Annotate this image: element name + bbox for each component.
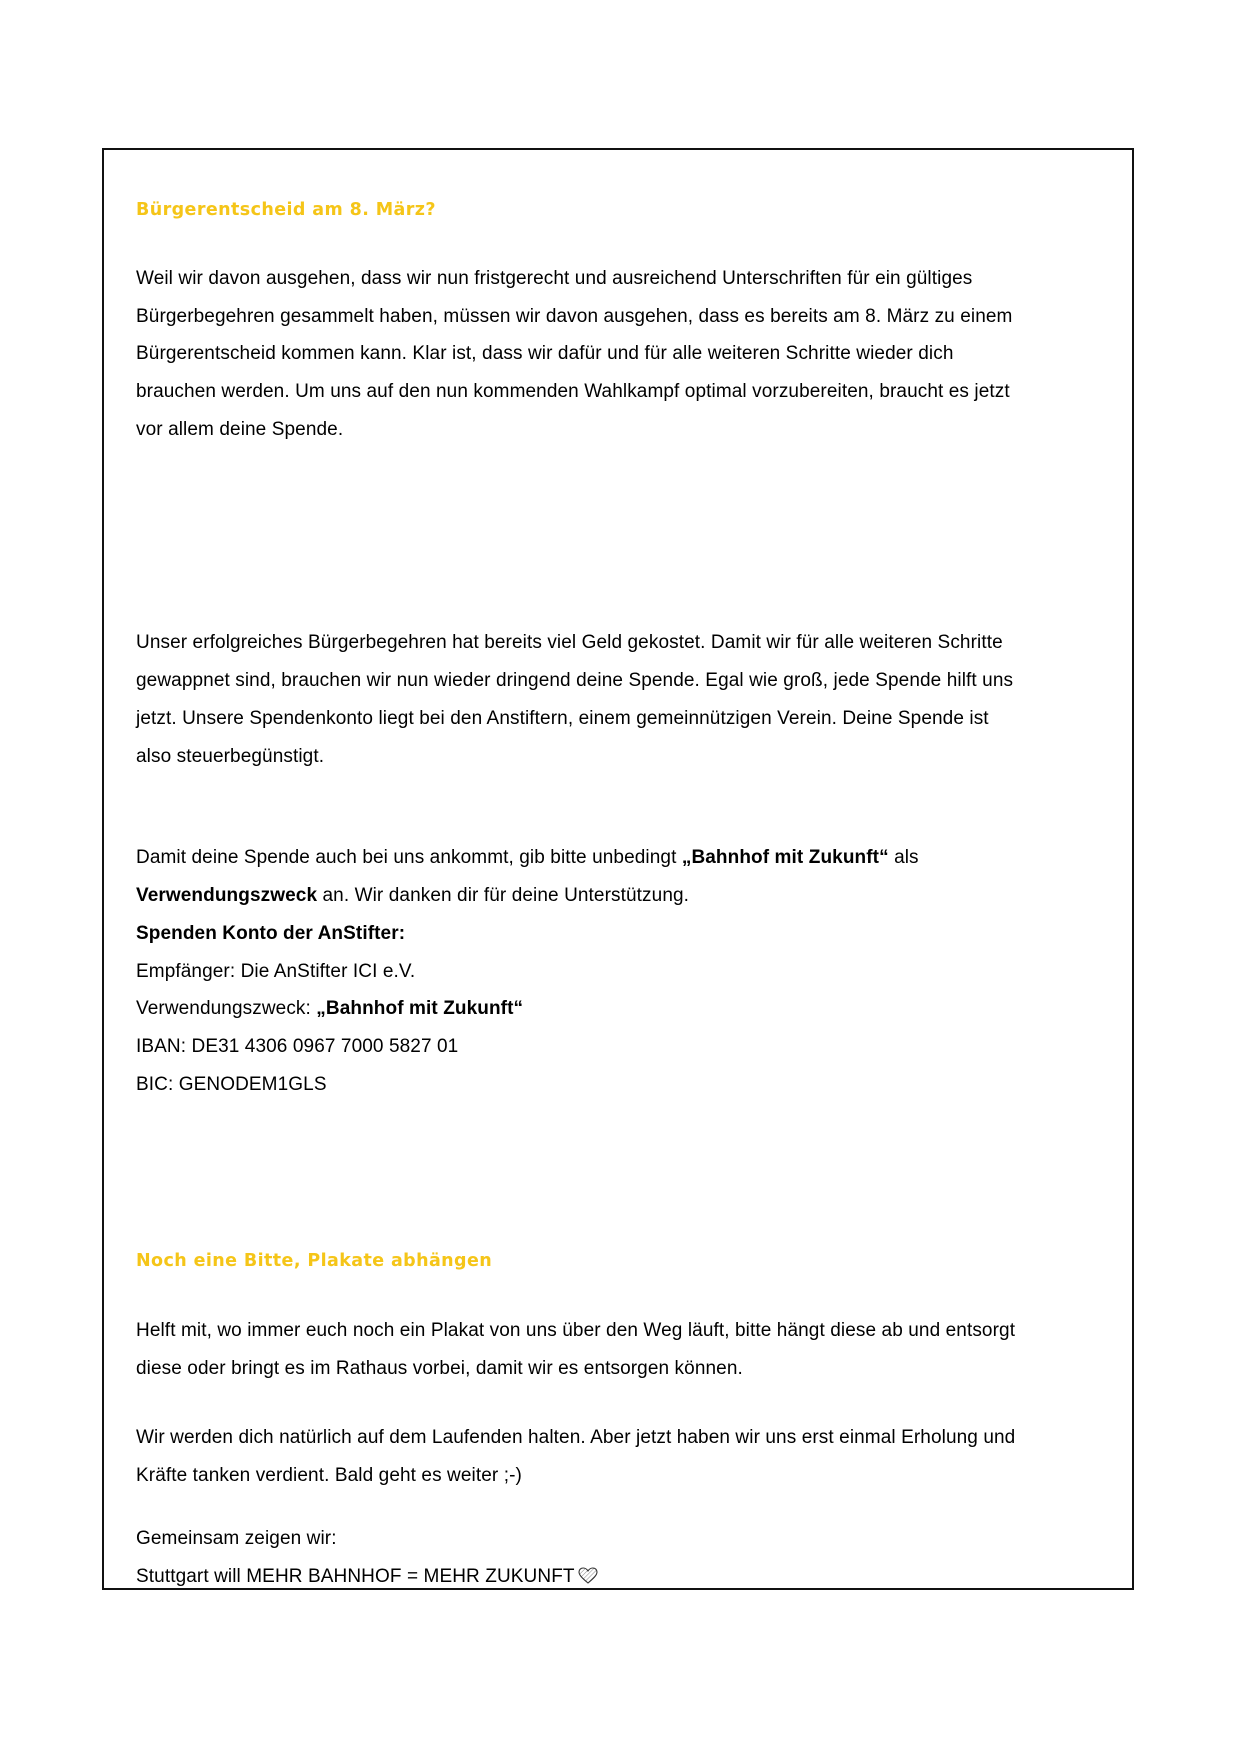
account-title: Spenden Konto der AnStifter:: [136, 923, 406, 944]
paragraph-line: Weil wir davon ausgehen, dass wir nun fristgerecht und ausreichend Unterschriften für ein gültiges: [136, 268, 973, 289]
paragraph-line: diese oder bringt es im Rathaus vorbei, damit wir es entsorgen können.: [136, 1358, 743, 1379]
closing-line: Gemeinsam zeigen wir:: [136, 1528, 337, 1549]
purpose-value: „Bahnhof mit Zukunft“: [316, 998, 524, 1019]
paragraph-line: Helft mit, wo immer euch noch ein Plakat von uns über den Weg läuft, bitte hängt diese ab und entsorgt: [136, 1320, 1016, 1341]
paragraph-line: also steuerbegünstigt.: [136, 746, 325, 767]
paragraph-line: Bürgerentscheid kommen kann. Klar ist, dass wir dafür und für alle weiteren Schritte wieder dich: [136, 343, 954, 364]
heading-plakate: Noch eine Bitte, Plakate abhängen: [136, 1251, 493, 1271]
heart-icon: [578, 1567, 598, 1592]
donation-instruction-line: [136, 846, 919, 870]
purpose-highlight: „Bahnhof mit Zukunft“: [681, 847, 889, 868]
heading-buergerentscheid: Bürgerentscheid am 8. März?: [136, 200, 436, 220]
paragraph-line: Bürgerbegehren gesammelt haben, müssen wir davon ausgehen, dass es bereits am 8. März zu einem: [136, 306, 1013, 327]
paragraph-line: gewappnet sind, brauchen wir nun wieder dringend deine Spende. Egal wie groß, jede Spende hilft uns: [136, 670, 1014, 691]
paragraph-line: Wir werden dich natürlich auf dem Laufenden halten. Aber jetzt haben wir uns erst einmal Erholung und: [136, 1427, 1016, 1448]
paragraph-line: brauchen werden. Um uns auf den nun kommenden Wahlkampf optimal vorzubereiten, braucht es jetzt: [136, 381, 1010, 402]
paragraph-line: Kräfte tanken verdient. Bald geht es weiter ;-): [136, 1465, 522, 1486]
donation-instruction-line: [136, 884, 689, 908]
instruction-text: an. Wir danken dir für deine Unterstützung.: [317, 885, 690, 906]
paragraph-line: jetzt. Unsere Spendenkonto liegt bei den Anstiftern, einem gemeinnützigen Verein. Deine Spende ist: [136, 708, 989, 729]
paragraph-line: Unser erfolgreiches Bürgerbegehren hat bereits viel Geld gekostet. Damit wir für alle weiteren Schritte: [136, 632, 1003, 653]
account-recipient: Empfänger: Die AnStifter ICI e.V.: [136, 961, 416, 982]
account-iban: IBAN: DE31 4306 0967 7000 5827 01: [136, 1036, 459, 1057]
account-bic: BIC: GENODEM1GLS: [136, 1074, 327, 1095]
paragraph-line: vor allem deine Spende.: [136, 419, 344, 440]
purpose-term: Verwendungszweck: [136, 885, 318, 906]
instruction-text: als: [888, 847, 919, 868]
instruction-text: Damit deine Spende auch bei uns ankommt, gib bitte unbedingt: [136, 847, 682, 868]
closing-slogan: Stuttgart will MEHR BAHNHOF = MEHR ZUKUNFT: [136, 1565, 598, 1592]
account-purpose: Verwendungszweck: „Bahnhof mit Zukunft“: [136, 998, 524, 1019]
